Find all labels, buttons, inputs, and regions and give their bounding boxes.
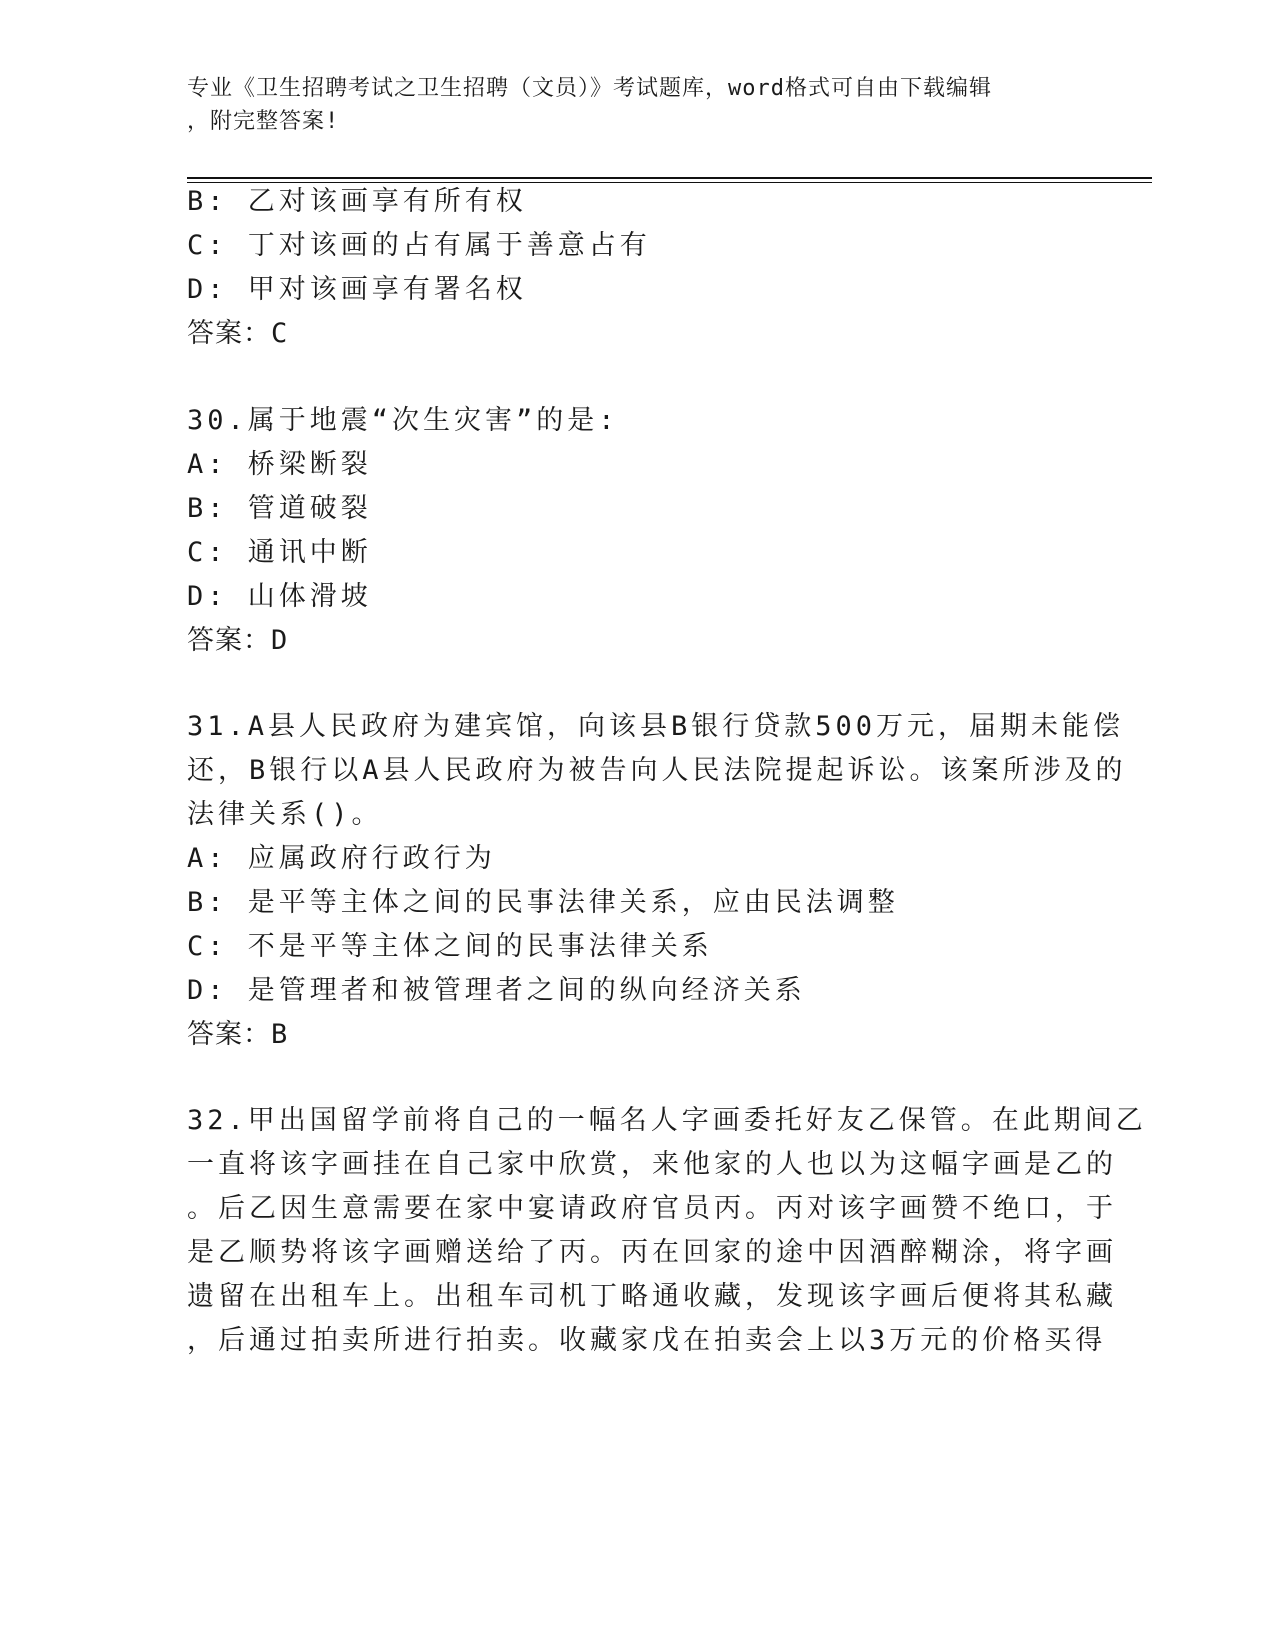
q31-option-a: A: 应属政府行政行为 (187, 843, 496, 874)
q32-stem-line-3: 。后乙因生意需要在家中宴请政府官员丙。丙对该字画赞不绝口，于 (187, 1193, 1117, 1224)
header-divider-thick (187, 177, 1152, 179)
q29-option-d: D: 甲对该画享有署名权 (187, 274, 527, 305)
q30-option-d: D: 山体滑坡 (187, 581, 372, 612)
q30-option-b: B: 管道破裂 (187, 493, 372, 524)
document-header (187, 72, 1067, 138)
q31-option-c: C: 不是平等主体之间的民事法律关系 (187, 931, 713, 962)
header-line-1: 专业《卫生招聘考试之卫生招聘（文员）》考试题库，word格式可自由下载编辑 (187, 76, 992, 101)
q29-option-b: B: 乙对该画享有所有权 (187, 186, 527, 217)
q30-stem: 30.属于地震“次生灾害”的是: (187, 405, 619, 436)
q31-stem-line-1: 31.A县人民政府为建宾馆，向该县B银行贷款500万元，届期未能偿 (187, 711, 1125, 742)
q31-answer: 答案：B (187, 1019, 289, 1050)
q32-stem-line-1: 32.甲出国留学前将自己的一幅名人字画委托好友乙保管。在此期间乙 (187, 1105, 1147, 1136)
q31-option-d: D: 是管理者和被管理者之间的纵向经济关系 (187, 975, 806, 1006)
q29-option-c: C: 丁对该画的占有属于善意占有 (187, 230, 651, 261)
header-divider-thin (187, 182, 1152, 183)
header-line-2: ，附完整答案! (187, 109, 340, 134)
q30-option-c: C: 通讯中断 (187, 537, 372, 568)
q32-stem-line-4: 是乙顺势将该字画赠送给了丙。丙在回家的途中因酒醉糊涂，将字画 (187, 1237, 1117, 1268)
q32-stem-line-2: 一直将该字画挂在自己家中欣赏，来他家的人也以为这幅字画是乙的 (187, 1149, 1117, 1180)
q32-stem-line-6: ，后通过拍卖所进行拍卖。收藏家戊在拍卖会上以3万元的价格买得 (187, 1325, 1107, 1356)
q31-option-b: B: 是平等主体之间的民事法律关系，应由民法调整 (187, 887, 899, 918)
q30-option-a: A: 桥梁断裂 (187, 449, 372, 480)
q32-stem-line-5: 遗留在出租车上。出租车司机丁略通收藏，发现该字画后便将其私藏 (187, 1281, 1117, 1312)
q31-stem-line-3: 法律关系()。 (187, 799, 383, 830)
q29-answer: 答案：C (187, 318, 289, 349)
q30-answer: 答案：D (187, 625, 289, 656)
q31-stem-line-2: 还，B银行以A县人民政府为被告向人民法院提起诉讼。该案所涉及的 (187, 755, 1127, 786)
